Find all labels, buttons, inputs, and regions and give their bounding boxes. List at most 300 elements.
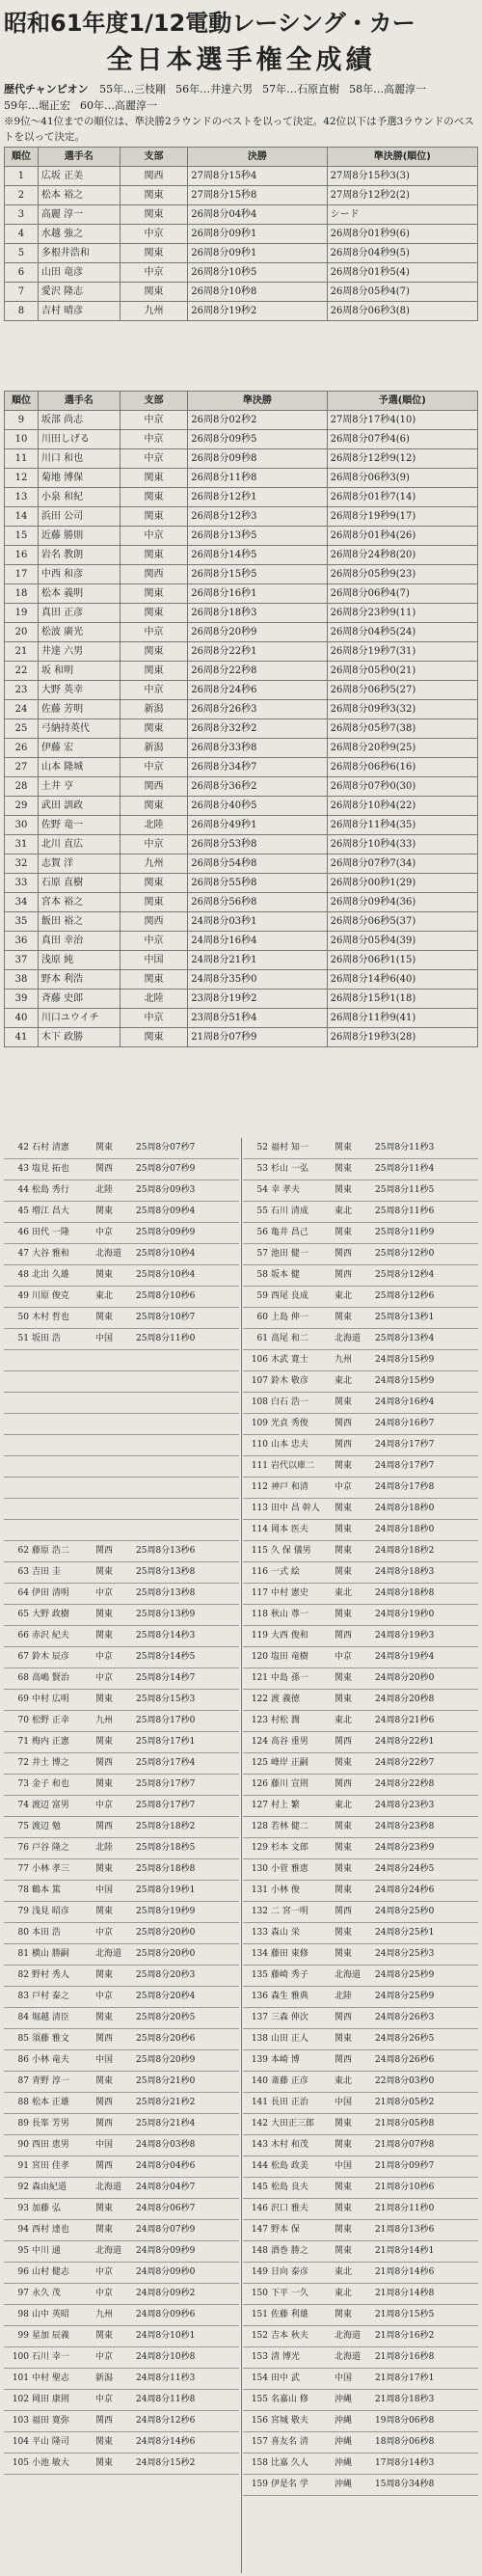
list-cell: 25周8分21秒0 — [136, 2076, 196, 2086]
list-cell: 関西 — [335, 1270, 353, 1280]
list-cell: 25周8分11秒6 — [375, 1207, 435, 1216]
list-cell: 148 — [251, 2246, 268, 2256]
list-cell: 74 — [17, 1801, 29, 1810]
table-cell: 中西 和彦 — [38, 565, 120, 584]
table-cell: 26周8分33秒8 — [188, 739, 327, 758]
list-cell: 清 博光 — [271, 2352, 300, 2362]
list-cell: 中京 — [95, 1992, 114, 2001]
table-cell: 新潟 — [120, 739, 188, 758]
table-row — [5, 700, 478, 719]
table-row — [5, 623, 478, 642]
table-cell: 佐藤 芳明 — [38, 700, 120, 719]
list-item — [243, 1796, 478, 1817]
list-cell — [95, 1456, 136, 1477]
table-cell: 26周8分14秒5 — [188, 546, 327, 565]
list-item — [243, 2411, 478, 2432]
list-cell: 関東 — [335, 1885, 353, 1895]
list-item — [243, 1223, 478, 1244]
list-cell: 107 — [251, 1376, 268, 1386]
list-cell: 58 — [256, 1270, 268, 1280]
list-item — [4, 1817, 239, 1838]
list-cell: 78 — [17, 1885, 29, 1895]
list-cell: 24周8分22秒7 — [375, 1758, 435, 1768]
list-item — [243, 1562, 478, 1584]
table-cell: 吉村 晴彦 — [38, 302, 120, 321]
list-cell: 中国 — [335, 2373, 353, 2383]
table-cell: 松本 裕之 — [38, 186, 120, 205]
table-cell: 九州 — [120, 854, 188, 874]
list-cell — [32, 1371, 95, 1392]
list-cell: 25周8分14秒7 — [136, 1673, 196, 1683]
list-cell: 関東 — [335, 1164, 353, 1174]
table-cell: 34 — [5, 893, 39, 912]
list-cell: 本田 浩 — [32, 1928, 61, 1938]
table-cell: 北川 直広 — [38, 835, 120, 854]
table-cell: 野本 利浩 — [38, 970, 120, 990]
table-cell: 木下 政勝 — [38, 1028, 120, 1047]
list-item — [4, 2284, 239, 2305]
list-cell: 25周8分11秒0 — [136, 1334, 196, 1343]
list-cell: 92 — [17, 2183, 29, 2192]
list-cell: 24周8分18秒2 — [375, 1546, 435, 1556]
table-cell: 1 — [5, 167, 39, 186]
table-cell: 浅原 純 — [38, 951, 120, 970]
list-cell: 小林 竜夫 — [32, 2055, 69, 2065]
table-cell: 関東 — [120, 469, 188, 488]
list-cell: 関東 — [335, 2310, 353, 2319]
table-cell: 26周8分10秒4(33) — [327, 835, 477, 854]
list-cell: 喜友名 清 — [271, 2437, 308, 2447]
list-cell: 池田 健一 — [271, 1249, 308, 1259]
table-cell: 斉藤 史郎 — [38, 990, 120, 1009]
list-cell: 塩見 拓也 — [32, 1164, 69, 1174]
list-cell: 56 — [256, 1228, 268, 1237]
table-cell: 26周8分11秒9(41) — [327, 1009, 477, 1028]
list-cell — [95, 1478, 136, 1498]
list-item — [243, 1499, 478, 1520]
list-item — [4, 1265, 239, 1287]
champion-item: 58年…高麗淳一 — [349, 83, 427, 95]
list-cell: 宮田 佳孝 — [32, 2161, 69, 2171]
list-item — [4, 2305, 239, 2326]
table-cell: 19 — [5, 604, 39, 623]
list-item — [243, 1456, 478, 1478]
list-cell: 加藤 弘 — [32, 2204, 61, 2213]
list-cell — [32, 1499, 95, 1519]
list-cell: 西村 達也 — [32, 2225, 69, 2235]
table-cell: 26周8分11秒4(35) — [327, 816, 477, 835]
table-row — [5, 302, 478, 321]
list-cell: 関東 — [95, 1695, 114, 1704]
table-row — [5, 225, 478, 244]
table-cell: 27周8分15秒3(3) — [327, 167, 477, 186]
table-row — [5, 951, 478, 970]
list-cell — [136, 1371, 238, 1392]
list-cell: 関東 — [95, 1270, 114, 1280]
list-cell: 森由紀道 — [32, 2183, 67, 2192]
list-item — [4, 1902, 239, 1923]
list-cell: 24周8分22秒8 — [375, 1779, 435, 1789]
list-cell: 17周8分14秒3 — [375, 2458, 435, 2468]
table-cell: 26周8分06秒4(7) — [327, 584, 477, 604]
list-cell: 19周8分06秒8 — [375, 2416, 435, 2426]
list-cell: 61 — [256, 1334, 268, 1343]
column-divider — [241, 1138, 242, 2573]
list-cell: 関東 — [335, 2034, 353, 2044]
list-cell: 102 — [12, 2395, 29, 2404]
list-cell: 森山 栄 — [271, 1928, 300, 1938]
list-cell: 関東 — [95, 2331, 114, 2341]
list-item — [4, 1881, 239, 1902]
list-item — [243, 1584, 478, 1605]
list-cell: 大田正三郎 — [271, 2119, 315, 2129]
list-cell: 143 — [251, 2140, 268, 2150]
list-cell: 25周8分15秒3 — [136, 1695, 196, 1704]
list-cell: 関東 — [95, 1567, 114, 1577]
list-item — [243, 1647, 478, 1668]
list-cell: 関西 — [335, 1779, 353, 1789]
list-cell: 25周8分14秒5 — [136, 1652, 196, 1662]
table-cell: 井達 六男 — [38, 642, 120, 662]
list-cell: 上島 伸一 — [271, 1313, 308, 1322]
table-cell: 近藤 勝則 — [38, 527, 120, 546]
list-cell: 関東 — [95, 2225, 114, 2235]
list-cell: 24周8分25秒9 — [375, 1970, 435, 1980]
list-cell: 東北 — [335, 1801, 353, 1810]
list-cell: 田中 武 — [271, 2373, 300, 2383]
list-cell: 東北 — [335, 1588, 353, 1598]
list-cell: 24周8分25秒1 — [375, 1928, 435, 1938]
list-cell — [136, 1350, 238, 1370]
table-row — [5, 777, 478, 797]
list-cell: 関東 — [335, 2119, 353, 2129]
list-cell: 21周8分17秒1 — [375, 2373, 435, 2383]
list-cell: 18周8分06秒8 — [375, 2437, 435, 2447]
list-cell: 50 — [17, 1313, 29, 1322]
table-cell: 26周8分14秒6(40) — [327, 970, 477, 990]
list-item — [4, 1732, 239, 1753]
list-cell: 松野 正幸 — [32, 1716, 69, 1725]
table-cell: 29 — [5, 797, 39, 816]
table-cell: 北陸 — [120, 816, 188, 835]
table-cell: 26周8分15秒1(18) — [327, 990, 477, 1009]
list-cell: 51 — [17, 1334, 29, 1343]
list-item — [4, 1138, 239, 1159]
table-row — [5, 507, 478, 527]
table-cell: 坂部 尚志 — [38, 411, 120, 430]
list-cell: 亀井 昌己 — [271, 1228, 308, 1237]
table-cell: 26周8分01秒7(14) — [327, 488, 477, 507]
list-cell: 名嘉山 修 — [271, 2395, 308, 2404]
list-cell: 119 — [251, 1631, 268, 1641]
table-cell: 山田 竜彦 — [38, 263, 120, 283]
list-cell — [32, 1520, 95, 1540]
list-cell: 中村 聖志 — [32, 2373, 69, 2383]
list-cell — [4, 1456, 32, 1477]
list-cell: 25周8分20秒5 — [136, 2013, 196, 2022]
list-cell: 146 — [251, 2204, 268, 2213]
list-item — [4, 1626, 239, 1647]
list-cell — [32, 1350, 95, 1370]
list-cell: 81 — [17, 1949, 29, 1959]
list-cell: 小林 孝三 — [32, 1864, 69, 1874]
list-item — [243, 1838, 478, 1859]
list-cell: 84 — [17, 2013, 29, 2022]
table-cell: 26周8分07秒7(34) — [327, 854, 477, 874]
list-cell: 65 — [17, 1610, 29, 1619]
table-cell: 13 — [5, 488, 39, 507]
list-item — [243, 1859, 478, 1881]
list-cell: 132 — [251, 1907, 268, 1916]
list-cell — [32, 1435, 95, 1455]
list-cell: 関東 — [335, 1673, 353, 1683]
table-row — [5, 244, 478, 263]
list-cell: 24周8分22秒1 — [375, 1737, 435, 1747]
list-cell — [32, 1478, 95, 1498]
list-cell: 25周8分18秒5 — [136, 1843, 196, 1853]
list-cell — [95, 1520, 136, 1540]
table-cell: 24周8分16秒4 — [188, 932, 327, 951]
table-cell: 26周8分01秒4(26) — [327, 527, 477, 546]
list-cell — [4, 1393, 32, 1413]
list-cell: 中京 — [95, 2395, 114, 2404]
list-cell: 25周8分13秒1 — [375, 1313, 435, 1322]
list-cell: 関東 — [335, 1567, 353, 1577]
list-cell: 69 — [17, 1695, 29, 1704]
table-cell: 25 — [5, 719, 39, 739]
list-cell: 24周8分19秒4 — [375, 1652, 435, 1662]
list-item — [4, 2135, 239, 2156]
champion-item: 60年…高麗淳一 — [80, 99, 157, 112]
list-item — [243, 1308, 478, 1329]
list-cell: 150 — [251, 2289, 268, 2298]
list-cell: 関東 — [335, 2140, 353, 2150]
table-cell: 26周8分24秒6 — [188, 681, 327, 700]
list-cell: 野村 秀人 — [32, 1970, 69, 1980]
list-item — [243, 2432, 478, 2454]
list-cell: 東北 — [335, 1207, 353, 1216]
list-cell: 25周8分20秒4 — [136, 1992, 196, 2001]
table-cell: 関西 — [120, 167, 188, 186]
list-cell: 55 — [256, 1207, 268, 1216]
table-cell: 26周8分12秒9(12) — [327, 449, 477, 469]
column-header: 順位 — [5, 392, 39, 411]
table-cell: 松波 廣光 — [38, 623, 120, 642]
list-cell: 25周8分17秒0 — [136, 1716, 196, 1725]
table-cell: 26周8分09秒4(36) — [327, 893, 477, 912]
table-cell: 26周8分04秒4 — [188, 205, 327, 225]
list-cell: 70 — [17, 1716, 29, 1725]
table-cell: 中京 — [120, 411, 188, 430]
list-cell: 25周8分13秒8 — [136, 1588, 196, 1598]
list-cell: 鶴本 篤 — [32, 1885, 61, 1895]
list-cell: 91 — [17, 2161, 29, 2171]
table-cell: 水越 強之 — [38, 225, 120, 244]
list-cell: 82 — [17, 1970, 29, 1980]
list-cell: 24周8分15秒9 — [375, 1355, 435, 1365]
table-row — [5, 546, 478, 565]
list-cell: 24周8分23秒8 — [375, 1822, 435, 1831]
table-cell: 27周8分15秒4 — [188, 167, 327, 186]
list-cell: 関東 — [335, 1546, 353, 1556]
list-cell: 三森 伸次 — [271, 2013, 308, 2022]
list-cell: 25周8分19秒9 — [136, 1907, 196, 1916]
table-cell: 28 — [5, 777, 39, 797]
list-cell: 関東 — [335, 1949, 353, 1959]
list-cell: 北海道 — [335, 2331, 362, 2341]
list-cell: 沖縄 — [335, 2458, 353, 2468]
table-cell: 26周8分12秒3 — [188, 507, 327, 527]
list-item — [4, 1711, 239, 1732]
list-cell: 72 — [17, 1758, 29, 1768]
list-cell: 21周8分15秒5 — [375, 2310, 435, 2319]
table-cell: 26周8分05秒4(39) — [327, 932, 477, 951]
list-cell: 関東 — [95, 2458, 114, 2468]
champions-title: 歴代チャンピオン — [4, 83, 89, 95]
list-cell: 金子 和也 — [32, 1779, 69, 1789]
list-cell: 24周8分15秒2 — [136, 2458, 196, 2468]
list-cell: 24周8分04秒7 — [136, 2183, 196, 2192]
list-cell — [136, 1414, 238, 1434]
list-item — [4, 1838, 239, 1859]
list-cell: 151 — [251, 2310, 268, 2319]
list-cell: 47 — [17, 1249, 29, 1259]
list-cell: 新潟 — [95, 2373, 114, 2383]
list-item — [243, 1202, 478, 1223]
table-cell: 26周8分09秒1 — [188, 225, 327, 244]
list-cell: 北海道 — [335, 1970, 362, 1980]
table-cell: 30 — [5, 816, 39, 835]
table-cell: 26周8分19秒3(28) — [327, 1028, 477, 1047]
list-cell: 24周8分25秒3 — [375, 1949, 435, 1959]
list-cell: 24周8分14秒6 — [136, 2437, 196, 2447]
list-cell: 松島 政美 — [271, 2161, 308, 2171]
list-item — [4, 1499, 239, 1520]
list-cell: 伊田 清明 — [32, 1588, 69, 1598]
list-cell: 25周8分11秒4 — [375, 1164, 435, 1174]
list-cell: 梅内 正憲 — [32, 1737, 69, 1747]
table-row — [5, 932, 478, 951]
table-cell: 関東 — [120, 662, 188, 681]
list-item — [243, 1732, 478, 1753]
table-cell: 関東 — [120, 244, 188, 263]
table-cell: 26周8分06秒5(27) — [327, 681, 477, 700]
list-cell: 152 — [251, 2331, 268, 2341]
list-cell: 藤崎 秀子 — [271, 1970, 308, 1980]
table-cell: 関東 — [120, 546, 188, 565]
list-cell: 松島 秀行 — [32, 1185, 69, 1195]
list-cell: 鈴木 敬彦 — [271, 1376, 308, 1386]
table-cell: 関東 — [120, 719, 188, 739]
list-cell: 大谷 雅和 — [32, 1249, 69, 1259]
table-row — [5, 283, 478, 302]
list-item — [243, 2156, 478, 2178]
table-row — [5, 970, 478, 990]
list-cell: 95 — [17, 2246, 29, 2256]
table-cell: 26周8分23秒9(11) — [327, 604, 477, 623]
list-item — [243, 2199, 478, 2220]
list-cell: 関西 — [335, 1907, 353, 1916]
table-cell: 真田 幸治 — [38, 932, 120, 951]
list-cell: 坂本 健 — [271, 1270, 300, 1280]
table-cell: 川田しげる — [38, 430, 120, 449]
table-row — [5, 816, 478, 835]
list-item — [243, 1435, 478, 1456]
table-cell: 9 — [5, 411, 39, 430]
list-cell: 24周8分09秒2 — [136, 2289, 196, 2298]
list-cell: 関東 — [335, 1228, 353, 1237]
list-cell: 山本 忠夫 — [271, 1440, 308, 1450]
list-cell: 関東 — [335, 1504, 353, 1513]
list-cell — [136, 1478, 238, 1498]
list-cell: 長田 正治 — [271, 2098, 308, 2107]
list-cell: 25周8分10秒6 — [136, 1291, 196, 1301]
final-table — [4, 147, 478, 321]
list-cell: 関東 — [335, 2246, 353, 2256]
table-cell: 26周8分07秒0(30) — [327, 777, 477, 797]
list-cell: 関東 — [335, 1758, 353, 1768]
list-item — [4, 2411, 239, 2432]
table-cell: 関東 — [120, 283, 188, 302]
table-cell: 36 — [5, 932, 39, 951]
list-item — [4, 2432, 239, 2454]
table-cell: 41 — [5, 1028, 39, 1047]
champions-section — [4, 81, 478, 114]
list-cell: 山田 正人 — [271, 2034, 308, 2044]
list-cell: 103 — [12, 2416, 29, 2426]
list-item — [243, 2220, 478, 2241]
list-cell: 25周8分07秒7 — [136, 1143, 196, 1152]
list-cell: 154 — [251, 2373, 268, 2383]
list-cell: 長峯 芳男 — [32, 2119, 69, 2129]
list-cell — [95, 1371, 136, 1392]
list-cell: 中京 — [95, 1652, 114, 1662]
list-item — [4, 2263, 239, 2284]
list-cell: 九州 — [335, 1355, 353, 1365]
list-cell: 64 — [17, 1588, 29, 1598]
list-cell: 76 — [17, 1843, 29, 1853]
list-cell: 73 — [17, 1779, 29, 1789]
list-cell: 25周8分21秒2 — [136, 2098, 196, 2107]
list-cell: 24周8分18秒8 — [375, 1588, 435, 1598]
list-cell: 25周8分09秒3 — [136, 1185, 196, 1195]
table-cell: 関東 — [120, 584, 188, 604]
list-cell: 関東 — [95, 2076, 114, 2086]
list-cell: 村松 潤 — [271, 1716, 300, 1725]
list-item — [4, 1541, 239, 1562]
page-title: 昭和61年度1/12電動レーシング・カー — [4, 10, 415, 37]
list-cell: 25周8分20秒9 — [136, 2055, 196, 2065]
list-cell: 112 — [251, 1482, 268, 1492]
list-item — [243, 1393, 478, 1414]
column-header: 支部 — [120, 148, 188, 167]
table-cell: 中京 — [120, 225, 188, 244]
list-item — [243, 1626, 478, 1647]
table-cell: 26周8分06秒3(9) — [327, 469, 477, 488]
list-item — [4, 1159, 239, 1180]
table-cell: 26周8分00秒1(29) — [327, 874, 477, 893]
table-cell: 27 — [5, 758, 39, 777]
list-item — [243, 1775, 478, 1796]
list-cell: 吉田 圭 — [32, 1567, 61, 1577]
list-cell: 130 — [251, 1864, 268, 1874]
list-cell: 42 — [17, 1143, 29, 1152]
list-cell: 21周8分16秒8 — [375, 2352, 435, 2362]
list-cell: 105 — [12, 2458, 29, 2468]
table-row — [5, 469, 478, 488]
table-row — [5, 449, 478, 469]
list-cell: 野本 保 — [271, 2225, 300, 2235]
